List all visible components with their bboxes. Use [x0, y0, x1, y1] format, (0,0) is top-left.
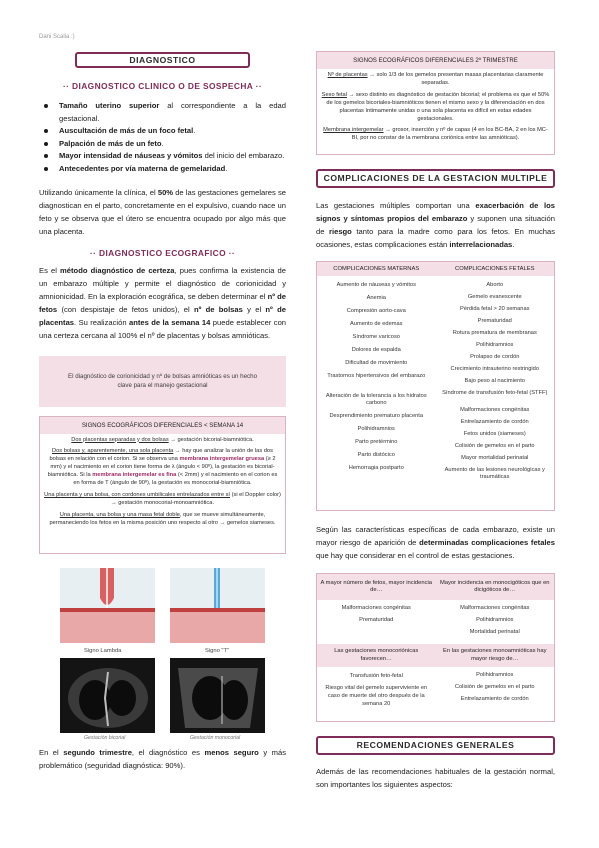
table-cell: Pérdida fetal > 20 semanas — [460, 306, 530, 312]
complications-table — [316, 261, 555, 511]
table-cell: Entrelazamiento de cordón — [460, 696, 529, 702]
table-cell: Prematuridad — [477, 318, 512, 324]
clinical-list — [39, 100, 286, 176]
table-cell: Colisión de gemelos en el parto — [454, 443, 535, 449]
section-title-diagnostico: DIAGNOSTICO — [75, 52, 250, 68]
table-cell: Dolores de espalda — [351, 347, 401, 353]
paragraph-ecografico: Es el método diagnóstico de certeza, pues confirma la existencia de un embarazo múltiple y permite el diagnóstico de corionicidad y amnionicidad. En la exploración ecográfica, se deben determinar el nº de fetos (con despistaje de fetos unidos), el nº de bolsas y el nº de placentas. Su realización antes de la semana 14 puede establecer con una certeza cercana al 100% el nº de placentas y bolsas amnióticas. — [39, 265, 287, 340]
col-fetales: COMPLICACIONES FETALES — [436, 262, 555, 276]
bicorial-ultrasound — [60, 658, 155, 733]
table-cell: Dificultad de movimiento — [345, 360, 408, 366]
paragraph-riesgo: Según las características específicas de cada embarazo, existe un mayor riesgo de aparición de determinadas complicaciones fetales que hay que considerar en el control de estas gestaciones. — [316, 525, 555, 560]
lambda-sign-image — [60, 568, 155, 643]
caption-bicorial: Gestación bicorial — [84, 735, 126, 741]
author-note: Dani Scalia :) — [39, 34, 75, 40]
table-cell: Prematuridad — [359, 617, 394, 623]
table-cell: Malformaciones congénitas — [460, 605, 530, 611]
table-cell: Gemelo evanescente — [467, 294, 522, 300]
ultrasound-figure — [60, 568, 265, 743]
paragraph-complicaciones: Las gestaciones múltiples comportan una exacerbación de los signos y síntomas propios del embarazo y suponen una situación de riesgo tanto para la madre como para los fetos. En muchas ocasiones, estas complicaciones están interrelacionadas. — [316, 201, 556, 249]
fetal-list — [436, 276, 555, 484]
table-cell: Compresión aorto-cava — [346, 308, 406, 314]
table-cell: Polihidramnios — [476, 672, 514, 678]
table-cell: Aumento de edemas — [350, 321, 403, 327]
paragraph-recomendaciones: Además de las recomendaciones habituales de la gestación normal, son importantes los siguientes aspectos: — [316, 767, 555, 789]
sign-item: Una placenta y una bolsa, con cordones umbilicales entrelazados entre sí (si el Doppler color) → gestación monocorial-monoamniótica. — [44, 492, 281, 506]
left-column — [39, 52, 286, 554]
table-cell: Síndrome de transfusión feto-fetal (STFF) — [442, 390, 548, 396]
list-item: Auscultación de más de un foco fetal. — [39, 125, 286, 138]
right-column — [316, 51, 555, 791]
signs-2t-table — [316, 51, 555, 155]
sign-item: Sexo fetal → sexo distinto es diagnóstico de gestación bicorial; el problema es que el 50% de los gemelos bicoriales-biamnióticos tienen el mismo sexo y la diferenciación en dos placentas íntimamente unidas o una sola placenta es difícil en estas edades gestacionales. — [321, 91, 550, 122]
paragraph-clinica: Utilizando únicamente la clínica, el 50% de las gestaciones gemelares se diagnostican en el parto, concretamente en el expulsivo, cuando nace un feto y se observa que el útero se encuentra ocupado por algo más que una placenta. — [39, 187, 286, 236]
risk-grid — [317, 574, 554, 708]
col-maternas: COMPLICACIONES MATERNAS — [317, 262, 436, 276]
signs-2t-body — [317, 69, 554, 150]
t-sign-label: Signo "T" — [205, 648, 230, 654]
table-cell: Aborto — [486, 282, 504, 288]
t-sign-drawing — [170, 568, 265, 643]
t-sign-image — [170, 568, 265, 643]
list-item: Tamaño uterino superior al correspondiente a la edad gestacional. — [39, 100, 286, 125]
maternal-list — [317, 276, 436, 484]
table-cell: Alteración de la tolerancia a los hidratos carbono — [325, 393, 427, 406]
risk-table — [316, 573, 555, 722]
sign-item: Dos placentas separadas y dos bolsas → gestación bicorial-biamniótica. — [71, 436, 254, 443]
subtitle-clinico: ·· DIAGNOSTICO CLINICO O DE SOSPECHA ·· — [62, 81, 263, 91]
table-cell: Anemia — [366, 295, 386, 301]
table-cell: Trastornos hipertensivos del embarazo — [327, 373, 426, 379]
table-cell: Rotura prematura de membranas — [452, 330, 537, 336]
table-cell: Transfusión feto-fetal — [349, 673, 403, 679]
table-cell: Malformaciones congénitas — [341, 605, 411, 611]
table-cell: Mayor mortalidad perinatal — [461, 455, 529, 461]
complications-grid — [317, 262, 554, 484]
table-cell: Polihidramnios — [357, 426, 395, 432]
table-cell: Polihidramnios — [476, 617, 514, 623]
highlight-box: El diagnóstico de corionicidad y nº de bolsas amnióticas es un hecho clave para el manejo gestacional — [39, 356, 286, 407]
lambda-sign-label: Signo Lambda — [84, 648, 122, 654]
list-item: Palpación de más de un feto. — [39, 138, 286, 151]
table-cell: Aumento de náuseas y vómitos — [336, 282, 416, 288]
section-title-recomendaciones: RECOMENDACIONES GENERALES — [316, 736, 555, 755]
list-item: Mayor intensidad de náuseas y vómitos del inicio del embarazo. — [39, 150, 286, 163]
table-cell: Colisión de gemelos en el parto — [454, 684, 535, 690]
risk-cell — [436, 600, 555, 644]
table-cell: Síndrome varicoso — [352, 334, 400, 340]
table-cell: Polihidramnios — [476, 342, 514, 348]
table-cell: Riesgo vital del gemelo superviviente en caso de muerte del otro después de la semana 20 — [325, 685, 428, 707]
table-cell: Prolapso de cordón — [470, 354, 520, 360]
signs-14-table — [39, 416, 286, 554]
section-title-complicaciones: COMPLICACIONES DE LA GESTACION MULTIPLE — [316, 169, 555, 188]
risk-header: Mayor incidencia en monocigóticos que en dicigóticos de… — [436, 574, 555, 600]
table-cell: Desprendimiento prematuro placenta — [329, 413, 424, 419]
table-cell: Aumento de las lesiones neurológicas y traumáticas — [444, 467, 545, 480]
table-cell: Parto pretérmino — [355, 439, 398, 445]
subtitle-ecografico: ·· DIAGNOSTICO ECOGRAFICO ·· — [89, 247, 236, 258]
risk-header: Las gestaciones monocoriónicas favorecen… — [317, 644, 436, 667]
sign-item: Dos bolsas y, aparentemente, una sola placenta → hay que analizar la unión de las dos bolsas en relación con el corion. Si se observa una membrana intergemelar gruesa (≥ 2 mm) y el nacimiento en el corion tiene forma de λ (ángulo < 90º), la gestación es bicorial-biamniótica. Si la membrana intergemelar es fina (< 2mm) y el nacimiento en el corion es en forma de T (ángulo de 90º), la gestación es monocorial-biamniótica. — [47, 448, 278, 487]
table-cell: Malformaciones congénitas — [460, 407, 530, 413]
table-cell: Crecimiento intrauterino restringido — [450, 366, 539, 372]
lambda-sign-drawing — [60, 568, 155, 643]
paragraph-segundo-trimestre: En el segundo trimestre, el diagnóstico es menos seguro y más problemático (seguridad diagnóstica: 90%). — [39, 748, 287, 770]
table-cell: Bajo peso al nacimiento — [464, 378, 525, 384]
risk-cell — [317, 600, 436, 644]
sign-item: Membrana intergemelar → grosor, inserción y nº de capas (4 en los BC-BA, 2 en los MC-BI, por no constar de la membrana coriónica entre las amnióticas). — [323, 127, 548, 142]
monocorial-ultrasound — [170, 658, 265, 733]
sign-item: Una placenta, una bolsa y una masa fetal doble, que se mueve simultáneamente, permaneciendo los fetos en la misma posición uno respecto al otro → gemelos siameses. — [49, 511, 276, 526]
table-cell: Hemorragia postparto — [348, 465, 404, 471]
risk-header: A mayor número de fetos, mayor incidencia de… — [317, 574, 436, 600]
table-cell: Fetos unidos (siameses) — [463, 431, 526, 437]
risk-cell — [436, 667, 555, 708]
risk-header: En las gestaciones monoamnióticas hay mayor riesgo de… — [436, 644, 555, 667]
monocorial-ultrasound-drawing — [170, 658, 265, 733]
signs-14-body — [40, 434, 285, 535]
bicorial-ultrasound-drawing — [60, 658, 155, 733]
list-item: Antecedentes por vía materna de gemelaridad. — [39, 163, 286, 176]
table-cell: Parto distócico — [357, 452, 395, 458]
table-cell: Mortalidad perinatal — [469, 629, 520, 635]
signs-14-header: SIGNOS ECOGRÁFICOS DIFERENCIALES < SEMANA 14 — [40, 417, 285, 434]
table-cell: Entrelazamiento de cordón — [460, 419, 529, 425]
signs-2t-header: SIGNOS ECOGRÁFICOS DIFERENCIALES 2º TRIMESTRE — [317, 52, 554, 69]
sign-item: Nº de placentas → solo 1/3 de los gemelos presentan masas placentarias claramente separadas. — [327, 72, 544, 86]
caption-monocorial: Gestación monocorial — [190, 735, 241, 741]
risk-cell — [317, 667, 436, 708]
